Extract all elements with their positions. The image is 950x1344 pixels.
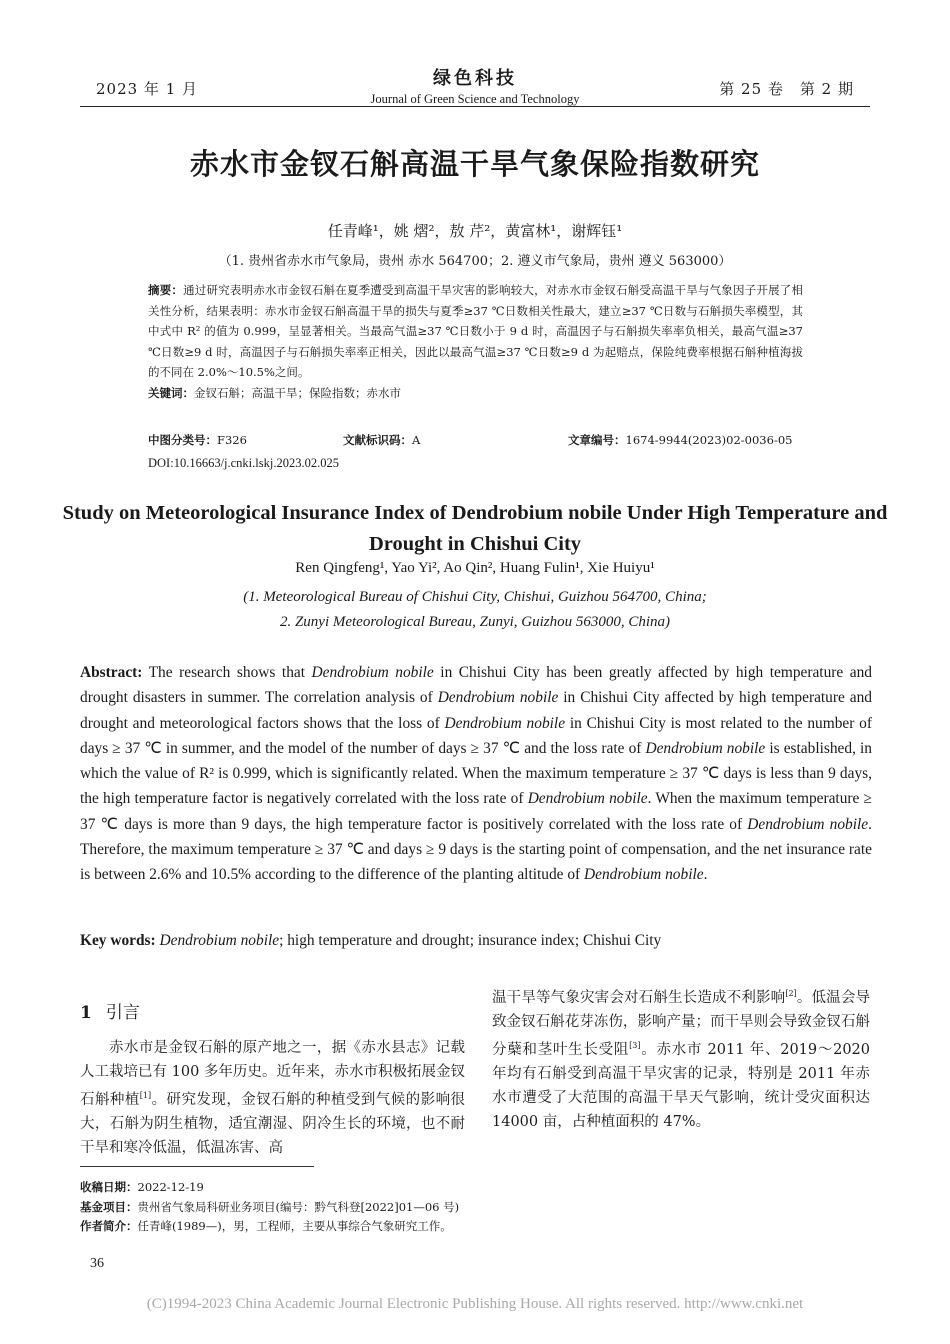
abstract-cn-text: 通过研究表明赤水市金钗石斛在夏季遭受到高温干旱灾害的影响较大，对赤水市金钗石斛受高温干旱与气象因子开展了相关性分析，结果表明：赤水市金钗石斛高温干旱的损失与夏季≥37 ℃日数相关性最大，建立≥37 ℃日数与石斛损失率模型，其中式中 R² 的值为 0.999，呈显著相关。当最高气温≥37 ℃日数小于 9 d 时，高温因子与石斛损失率率负相关，最高气温≥37 ℃日数≥9 d 时，高温因子与石斛损失率率正相关，因此以最高气温≥37 ℃日数≥9 d 为起赔点，保险纯费率根据石斛种植海拔的不同在 2.0%～10.5%之间。 <box>148 283 804 379</box>
keywords-cn-text: 金钗石斛；高温干旱；保险指数；赤水市 <box>194 385 401 400</box>
species-name: Dendrobium nobile <box>437 689 559 707</box>
footnote-received: 收稿日期：2022-12-19 <box>80 1180 204 1194</box>
copyright-watermark: (C)1994-2023 China Academic Journal Electronic Publishing House. All rights reserved. http://www.cnki.net <box>146 1296 804 1312</box>
citation-ref[interactable]: [2] <box>785 989 797 998</box>
intro-left-column: 赤水市是金钗石斛的原产地之一，据《赤水县志》记载人工栽培已有 100 多年历史。近年来，赤水市积极拓展金钗石斛种植[1]。研究发现，金钗石斛的种植受到气候的影响很大，石斛为阴生植物，适宜潮湿、阴冷生长的环境，也不耐干旱和寒冷低温，低温冻害、高 <box>80 1040 466 1156</box>
classification-row <box>148 432 803 450</box>
affiliation-en-line1: (1. Meteorological Bureau of Chishui City, Chishui, Guizhou 564700, China; <box>243 589 707 605</box>
intro-right-column: 温干旱等气象灾害会对石斛生长造成不利影响[2]。低温会导致金钗石斛花芽冻伤，影响产量；而干旱则会导致金钗石斛分蘖和茎叶生长受阻[3]。赤水市 2011 年、2019～2020 年均有石斛受到高温干旱灾害的记录，特别是 2011 年赤水市遭受了大范围的高温干旱天气影响，统计受灾面积达 14000 亩，占种植面积的 47%。 <box>492 989 871 1130</box>
article-number: 文章编号：1674-9944(2023)02-0036-05 <box>568 433 793 447</box>
footnote-divider <box>80 1166 314 1167</box>
authors-en: Ren Qingfeng¹, Yao Yi², Ao Qin², Huang Fulin¹, Xie Huiyu¹ <box>295 560 655 576</box>
affiliation-en <box>0 585 950 635</box>
header-divider <box>80 106 870 107</box>
abstract-en-label: Abstract: <box>80 664 143 681</box>
keywords-cn-label: 关键词： <box>148 385 194 400</box>
affiliation-cn: （1. 贵州省赤水市气象局，贵州 赤水 564700；2. 遵义市气象局，贵州 遵义 563000） <box>218 254 732 269</box>
footnote-author: 作者简介：任青峰(1989—)，男，工程师，主要从事综合气象研究工作。 <box>80 1219 452 1233</box>
keywords-en: Key words: Dendrobium nobile; high temperature and drought; insurance index; Chishui City <box>80 932 662 949</box>
paper-title-cn: 赤水市金钗石斛高温干旱气象保险指数研究 <box>189 147 760 181</box>
keywords-en-label: Key words: <box>80 932 156 949</box>
species-name: Dendrobium nobile <box>645 739 766 757</box>
citation-ref[interactable]: [3] <box>629 1040 641 1050</box>
species-name: Dendrobium nobile <box>311 664 434 681</box>
authors-cn: 任青峰¹，姚 熠²，敖 芹²，黄富林¹，谢辉钰¹ <box>327 222 623 240</box>
section-heading: 1 引言 <box>80 1003 140 1023</box>
species-name: Dendrobium nobile <box>747 815 869 833</box>
header-volume-issue: 第 25 卷 第 2 期 <box>719 80 854 98</box>
paper-title-en: Study on Meteorological Insurance Index of Dendrobium nobile Under High Temperature and Drought in Chishui City <box>62 502 888 555</box>
species-name: Dendrobium nobile <box>444 714 566 732</box>
abstract-cn <box>148 280 803 403</box>
journal-title-en: Journal of Green Science and Technology <box>370 92 580 106</box>
citation-ref[interactable]: [1] <box>139 1091 152 1100</box>
abstract-en: Abstract: The research shows that Dendrobium nobile in Chishui City has been greatly affected by high temperature and drought disasters in summer. The correlation analysis of Dendrobium nobile in Chishui City affected by high temperature and drought and meteorological factors shows that the loss of Dendrobium nobile in Chishui City is most related to the number of days ≥ 37 ℃ in summer, and the model of the number of days ≥ 37 ℃ and the loss rate of Dendrobium nobile is established, in which the value of R² is 0.999, which is significantly related. When the maximum temperature ≥ 37 ℃ days is less than 9 days, the high temperature factor is negatively correlated with the loss rate of Dendrobium nobile. When the maximum temperature ≥ 37 ℃ days is more than 9 days, the high temperature factor is positively correlated with the loss rate of Dendrobium nobile. Therefore, the maximum temperature ≥ 37 ℃ and days ≥ 9 days is the starting point of compensation, and the net insurance rate is between 2.6% and 10.5% according to the difference of the planting altitude of Dendrobium nobile. <box>80 664 872 884</box>
affiliation-en-line2: 2. Zunyi Meteorological Bureau, Zunyi, Guizhou 563000, China) <box>279 614 671 630</box>
species-name: Dendrobium nobile <box>159 932 280 949</box>
species-name: Dendrobium nobile <box>527 790 648 808</box>
journal-title-cn: 绿色科技 <box>433 68 517 89</box>
doi: DOI:10.16663/j.cnki.lskj.2023.02.025 <box>148 456 339 470</box>
footnote-fund: 基金项目：贵州省气象局科研业务项目(编号：黔气科登[2022]01—06 号) <box>80 1199 460 1214</box>
header-date: 2023 年 1 月 <box>96 80 199 98</box>
footnotes <box>80 1178 580 1237</box>
page-number: 36 <box>90 1256 104 1271</box>
clc-code: 中图分类号：F326 <box>148 433 247 447</box>
abstract-cn-label: 摘要： <box>148 283 184 297</box>
species-name: Dendrobium nobile <box>584 866 704 884</box>
doc-code: 文献标识码：A <box>343 433 421 447</box>
